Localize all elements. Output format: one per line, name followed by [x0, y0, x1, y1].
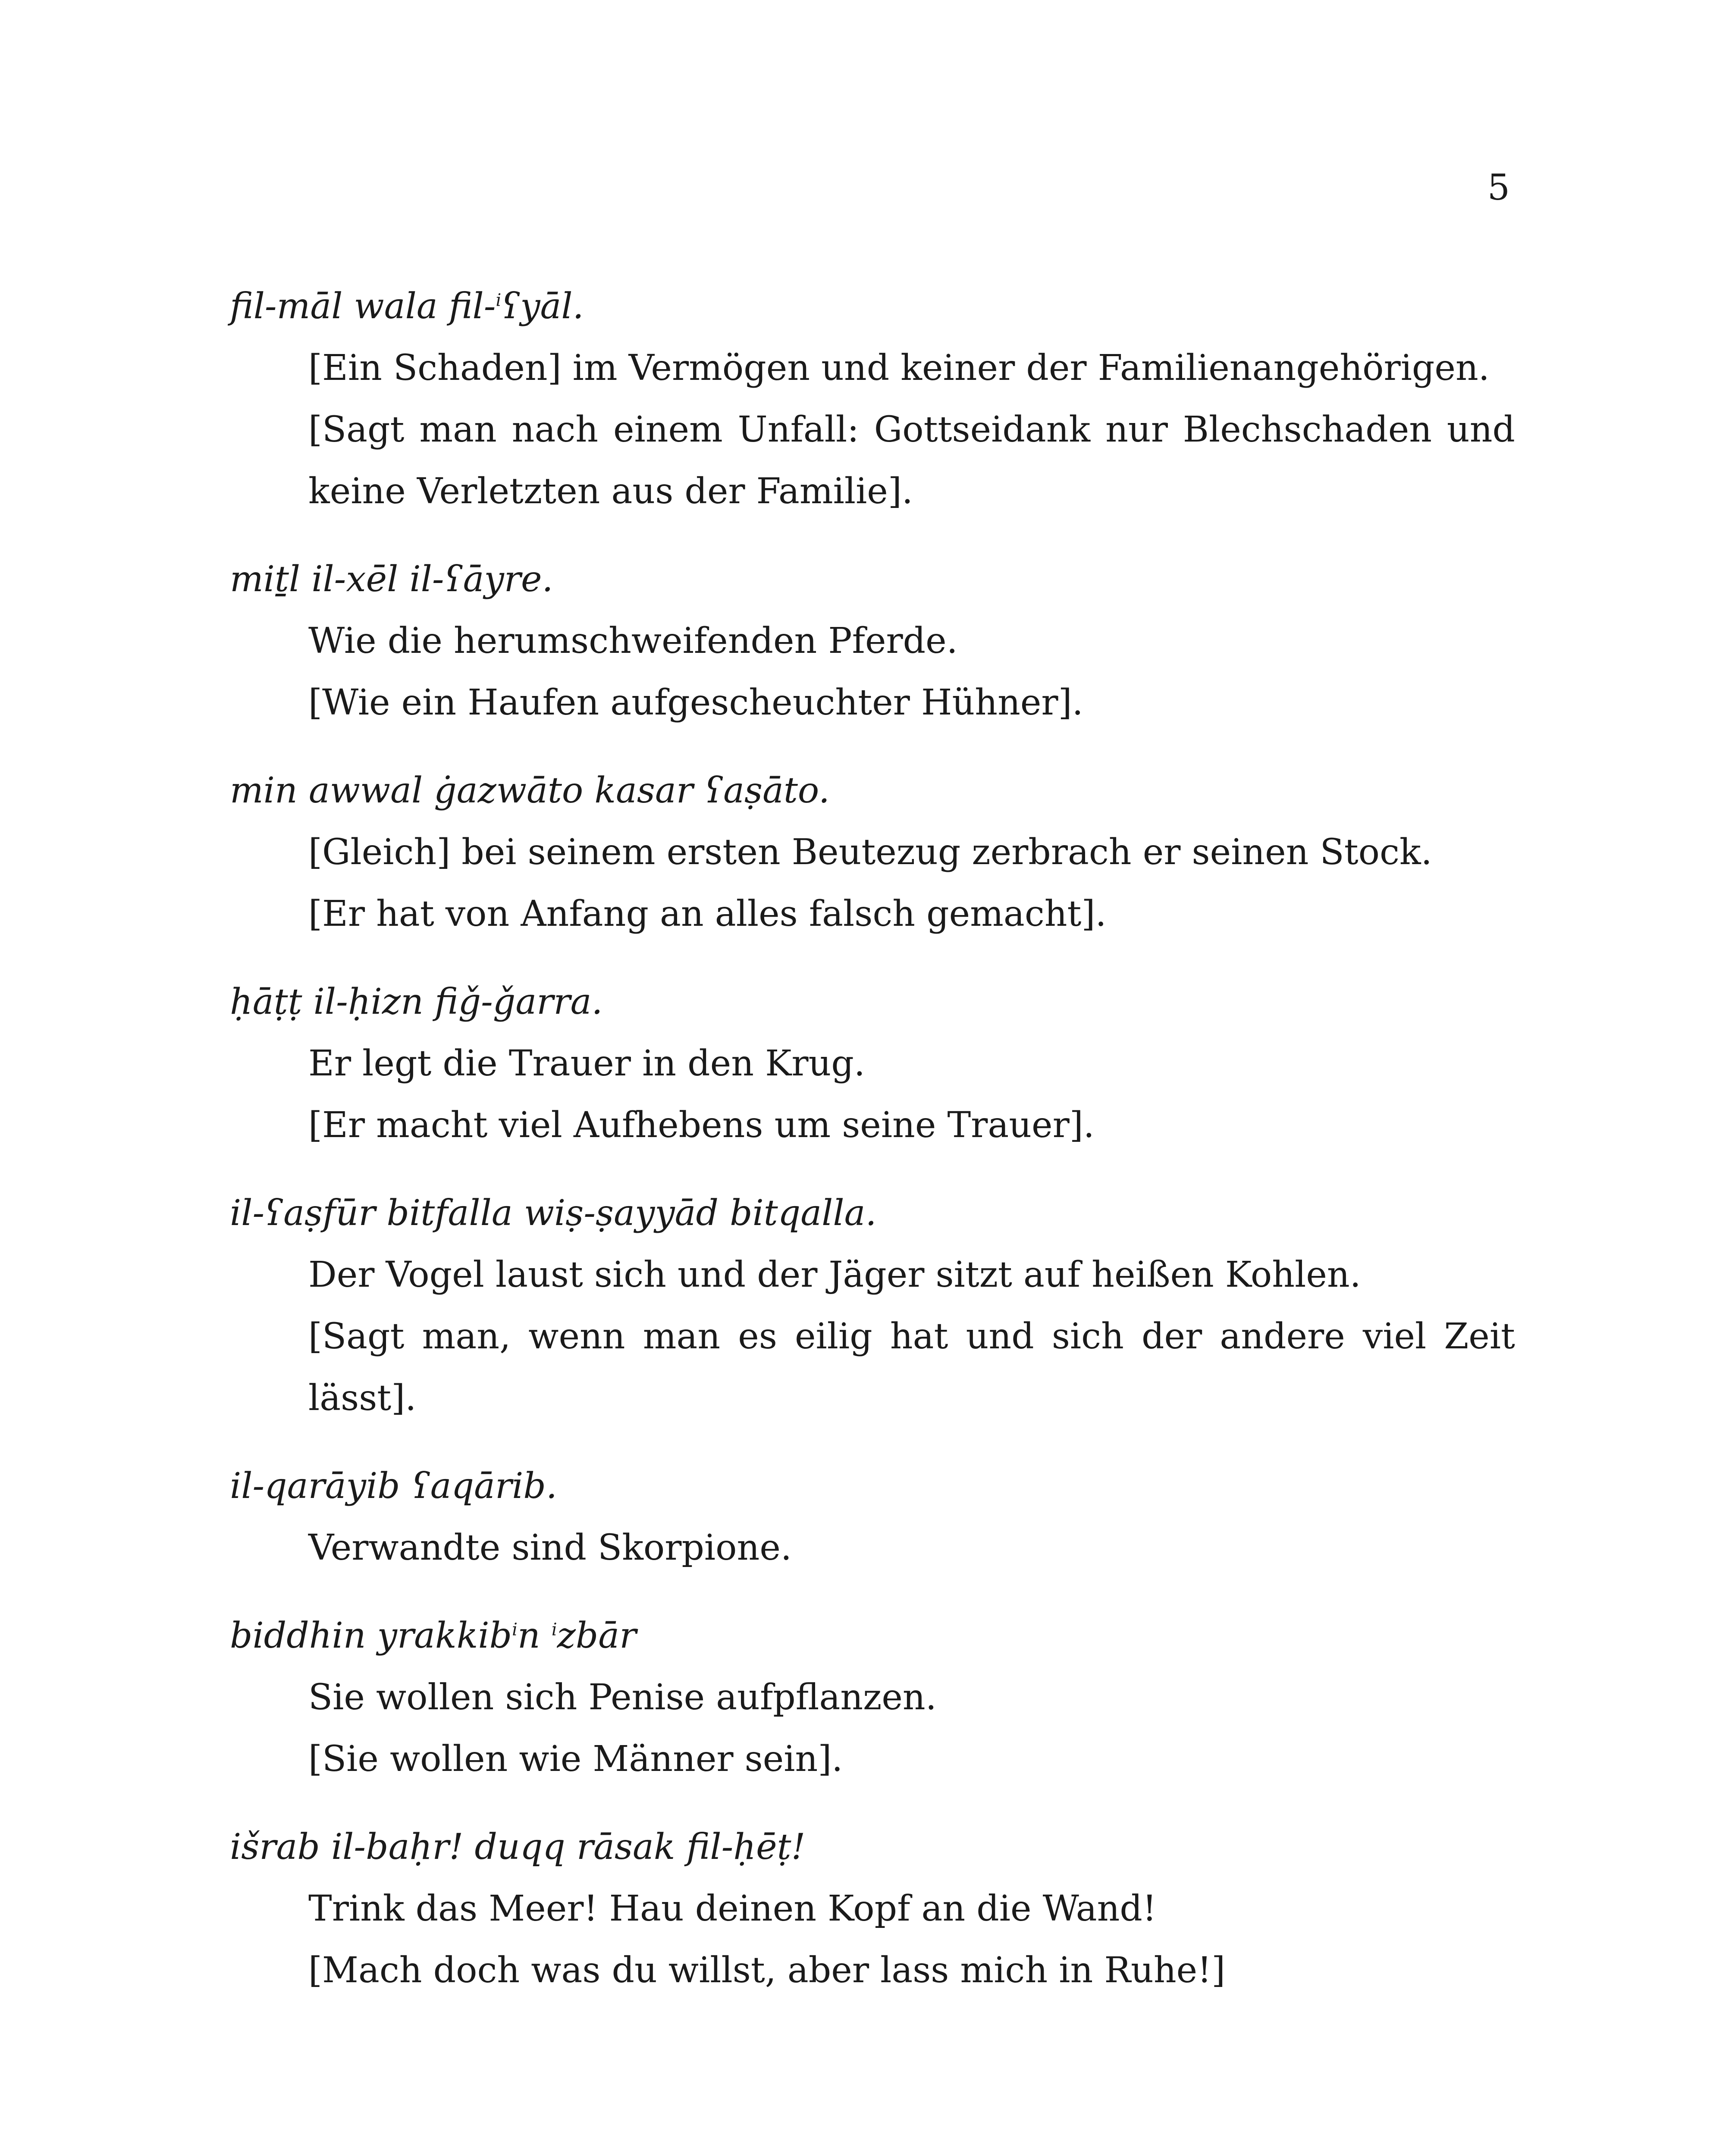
translation-line: Sie wollen sich Penise aufpflanzen.: [308, 1677, 937, 1718]
translation-line: [Gleich] bei seinem ersten Beutezug zerbrach er seinen Stock.: [308, 832, 1432, 873]
proverb-entry: [230, 549, 1515, 733]
translation-line: Wie die herumschweifenden Pferde.: [308, 620, 958, 661]
proverb-text: zbār: [557, 1615, 637, 1656]
proverb-text: n: [517, 1615, 552, 1656]
translation-line: Der Vogel laust sich und der Jäger sitzt auf heißen Kohlen.: [308, 1254, 1361, 1295]
proverb-list: [230, 276, 1515, 2028]
proverb-entry: [230, 1456, 1515, 1579]
explanation-line: [Wie ein Haufen aufgescheuchter Hühner].: [308, 682, 1083, 723]
proverb-transliteration: ḥāṭṭ il-ḥizn fiǧ-ǧarra.: [230, 981, 603, 1022]
explanation-line: [Sagt man nach einem Unfall: Gottseidank nur Blechschaden und keine Verletzten aus der Familie].: [308, 409, 1515, 512]
superscript-vowel: i: [551, 1620, 557, 1640]
proverb-text: ʕyāl.: [501, 286, 584, 327]
translation-line: Er legt die Trauer in den Krug.: [308, 1043, 865, 1084]
translation-line: Verwandte sind Skorpione.: [308, 1527, 792, 1568]
proverb-entry: [230, 276, 1515, 522]
proverb-entry: [230, 1605, 1515, 1790]
proverb-entry: [230, 1817, 1515, 2001]
superscript-vowel: i: [496, 290, 502, 310]
proverb-text: fil-māl wala fil-: [230, 286, 496, 327]
proverb-transliteration: il-ʕaṣfūr bitfalla wiṣ-ṣayyād bitqalla.: [230, 1193, 877, 1234]
proverb-entry: [230, 971, 1515, 1156]
explanation-line: [Er macht viel Aufhebens um seine Trauer].: [308, 1105, 1095, 1146]
translation-line: [Ein Schaden] im Vermögen und keiner der Familienangehörigen.: [308, 348, 1490, 389]
proverb-transliteration: [230, 1605, 1515, 1667]
proverb-transliteration: min awwal ġazwāto kasar ʕaṣāto.: [230, 770, 830, 811]
proverb-entry: [230, 760, 1515, 945]
superscript-vowel: i: [512, 1620, 518, 1640]
proverb-transliteration: il-qarāyib ʕaqārib.: [230, 1466, 557, 1507]
translation-line: Trink das Meer! Hau deinen Kopf an die Wand!: [308, 1888, 1157, 1929]
explanation-line: [Mach doch was du willst, aber lass mich in Ruhe!]: [308, 1950, 1226, 1991]
explanation-line: [Sagt man, wenn man es eilig hat und sich der andere viel Zeit lässt].: [308, 1316, 1515, 1419]
proverb-entry: [230, 1183, 1515, 1429]
page-number: 5: [1487, 167, 1510, 208]
proverb-transliteration: [230, 276, 1515, 337]
explanation-line: [Er hat von Anfang an alles falsch gemacht].: [308, 893, 1107, 934]
proverb-transliteration: išrab il-baḥr! duqq rāsak fil-ḥēṭ!: [230, 1827, 806, 1868]
proverb-transliteration: miṯl il-xēl il-ʕāyre.: [230, 559, 553, 600]
proverb-text: biddhin yrakkib: [230, 1615, 512, 1656]
explanation-line: [Sie wollen wie Männer sein].: [308, 1739, 843, 1780]
